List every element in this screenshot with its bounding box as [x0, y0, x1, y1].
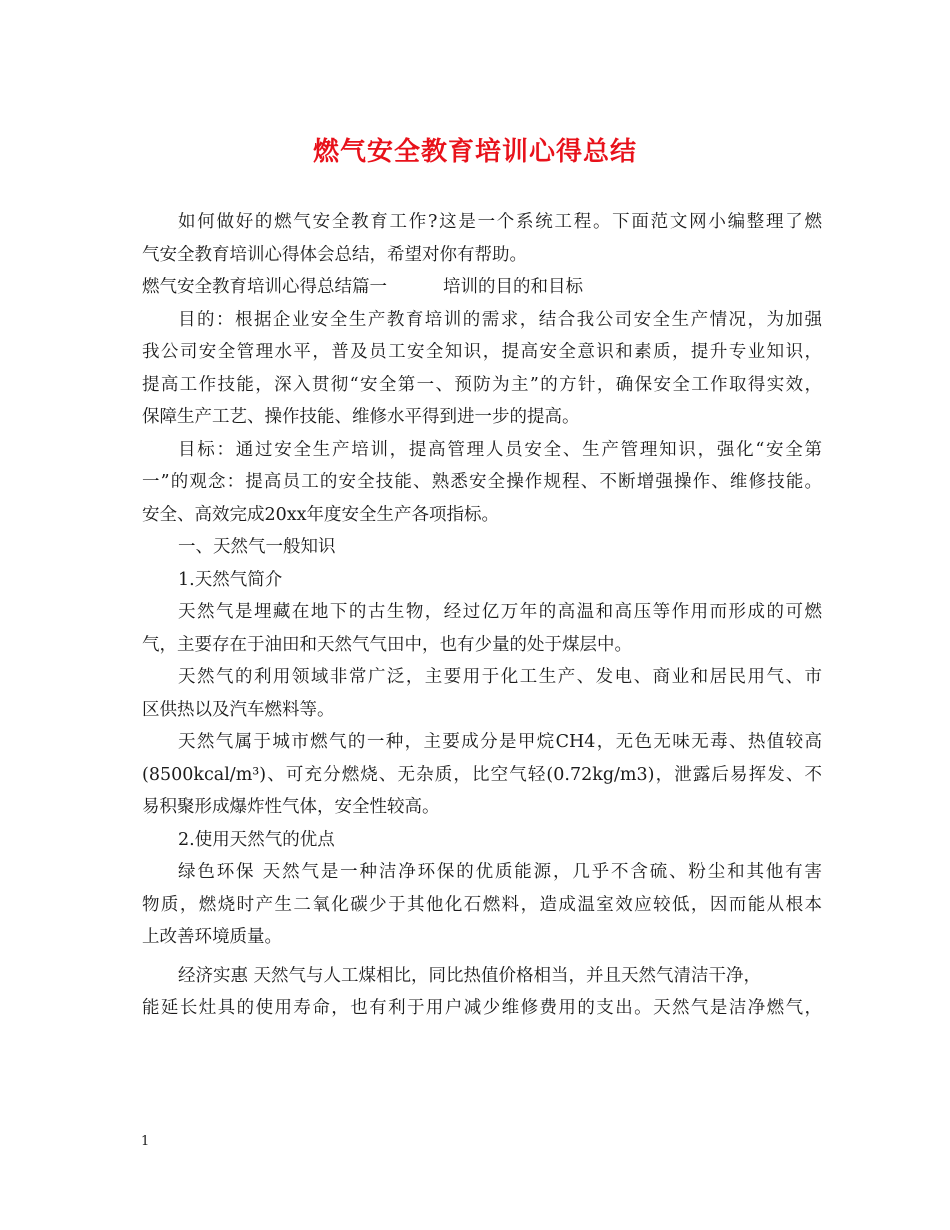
section-heading [142, 271, 822, 304]
text-line: 能延长灶具的使用寿命，也有利于用户减少维修费用的支出。天然气是洁净燃气， [142, 998, 822, 1018]
text-line: 天然气属于城市燃气的一种，主要成分是甲烷CH4，无色无味无毒、热值较高 [178, 732, 822, 752]
text-line: 目标：通过安全生产培训，提高管理人员安全、生产管理知识，强化“安全第 [178, 439, 822, 460]
text-line: 气，主要存在于油田和天然气气田中，也有少量的处于煤层中。 [142, 634, 632, 655]
paragraph-green [142, 856, 822, 954]
text-line: 如何做好的燃气安全教育工作?这是一个系统工程。下面范文网小编整理了燃 [178, 212, 822, 232]
paragraph-usage [142, 661, 822, 726]
subsection-heading: 2.使用天然气的优点 [178, 829, 335, 850]
paragraph-purpose [142, 304, 822, 434]
page-title: 燃气安全教育培训心得总结 [312, 137, 637, 167]
text-line: 物质，燃烧时产生二氧化碳少于其他化石燃料，造成温室效应较低，因而能从根本 [142, 894, 822, 915]
page-number: 1 [141, 1134, 150, 1149]
text-line: 区供热以及汽车燃料等。 [142, 699, 335, 720]
section-heading-title: 燃气安全教育培训心得总结篇一 [142, 277, 387, 297]
text-line: 易积聚形成爆炸性气体，安全性较高。 [142, 797, 440, 817]
paragraph-origin [142, 596, 822, 661]
text-line: (8500kcal/m³)、可充分燃烧、无杂质，比空气轻(0.72kg/m3)，泄露后易挥发、不 [142, 764, 822, 785]
document-body [142, 206, 822, 1025]
text-line: 经济实惠 天然气与人工煤相比，同比热值价格相当，并且天然气清洁干净， [178, 965, 762, 986]
text-line: 一”的观念：提高员工的安全技能、熟悉安全操作规程、不断增强操作、维修技能。 [142, 472, 822, 492]
text-line: 天然气的利用领域非常广泛，主要用于化工生产、发电、商业和居民用气、市 [178, 667, 822, 687]
text-line: 绿色环保 天然气是一种洁净环保的优质能源，几乎不含硫、粉尘和其他有害 [178, 862, 822, 882]
text-line: 安全、高效完成20xx年度安全生产各项指标。 [142, 504, 500, 525]
text-line: 天然气是埋藏在地下的古生物，经过亿万年的高温和高压等作用而形成的可燃 [178, 602, 822, 622]
paragraph-composition [142, 726, 822, 824]
text-line: 保障生产工艺、操作技能、维修水平得到进一步的提高。 [142, 407, 580, 427]
subsection-heading: 1.天然气简介 [178, 569, 283, 590]
paragraph-intro [142, 206, 822, 271]
paragraph-economy [142, 960, 822, 1025]
section-heading-subtitle: 培训的目的和目标 [443, 277, 583, 297]
text-line: 目的：根据企业安全生产教育培训的需求，结合我公司安全生产情况，为加强 [178, 309, 822, 330]
text-line: 上改善环境质量。 [142, 927, 282, 947]
paragraph-goal [142, 434, 822, 532]
text-line: 气安全教育培训心得体会总结，希望对你有帮助。 [142, 244, 527, 265]
part-heading: 一、天然气一般知识 [178, 537, 336, 557]
text-line: 我公司安全管理水平，普及员工安全知识，提高安全意识和素质，提升专业知识， [142, 342, 822, 362]
text-line: 提高工作技能，深入贯彻“安全第一、预防为主”的方针，确保安全工作取得实效， [142, 374, 822, 395]
